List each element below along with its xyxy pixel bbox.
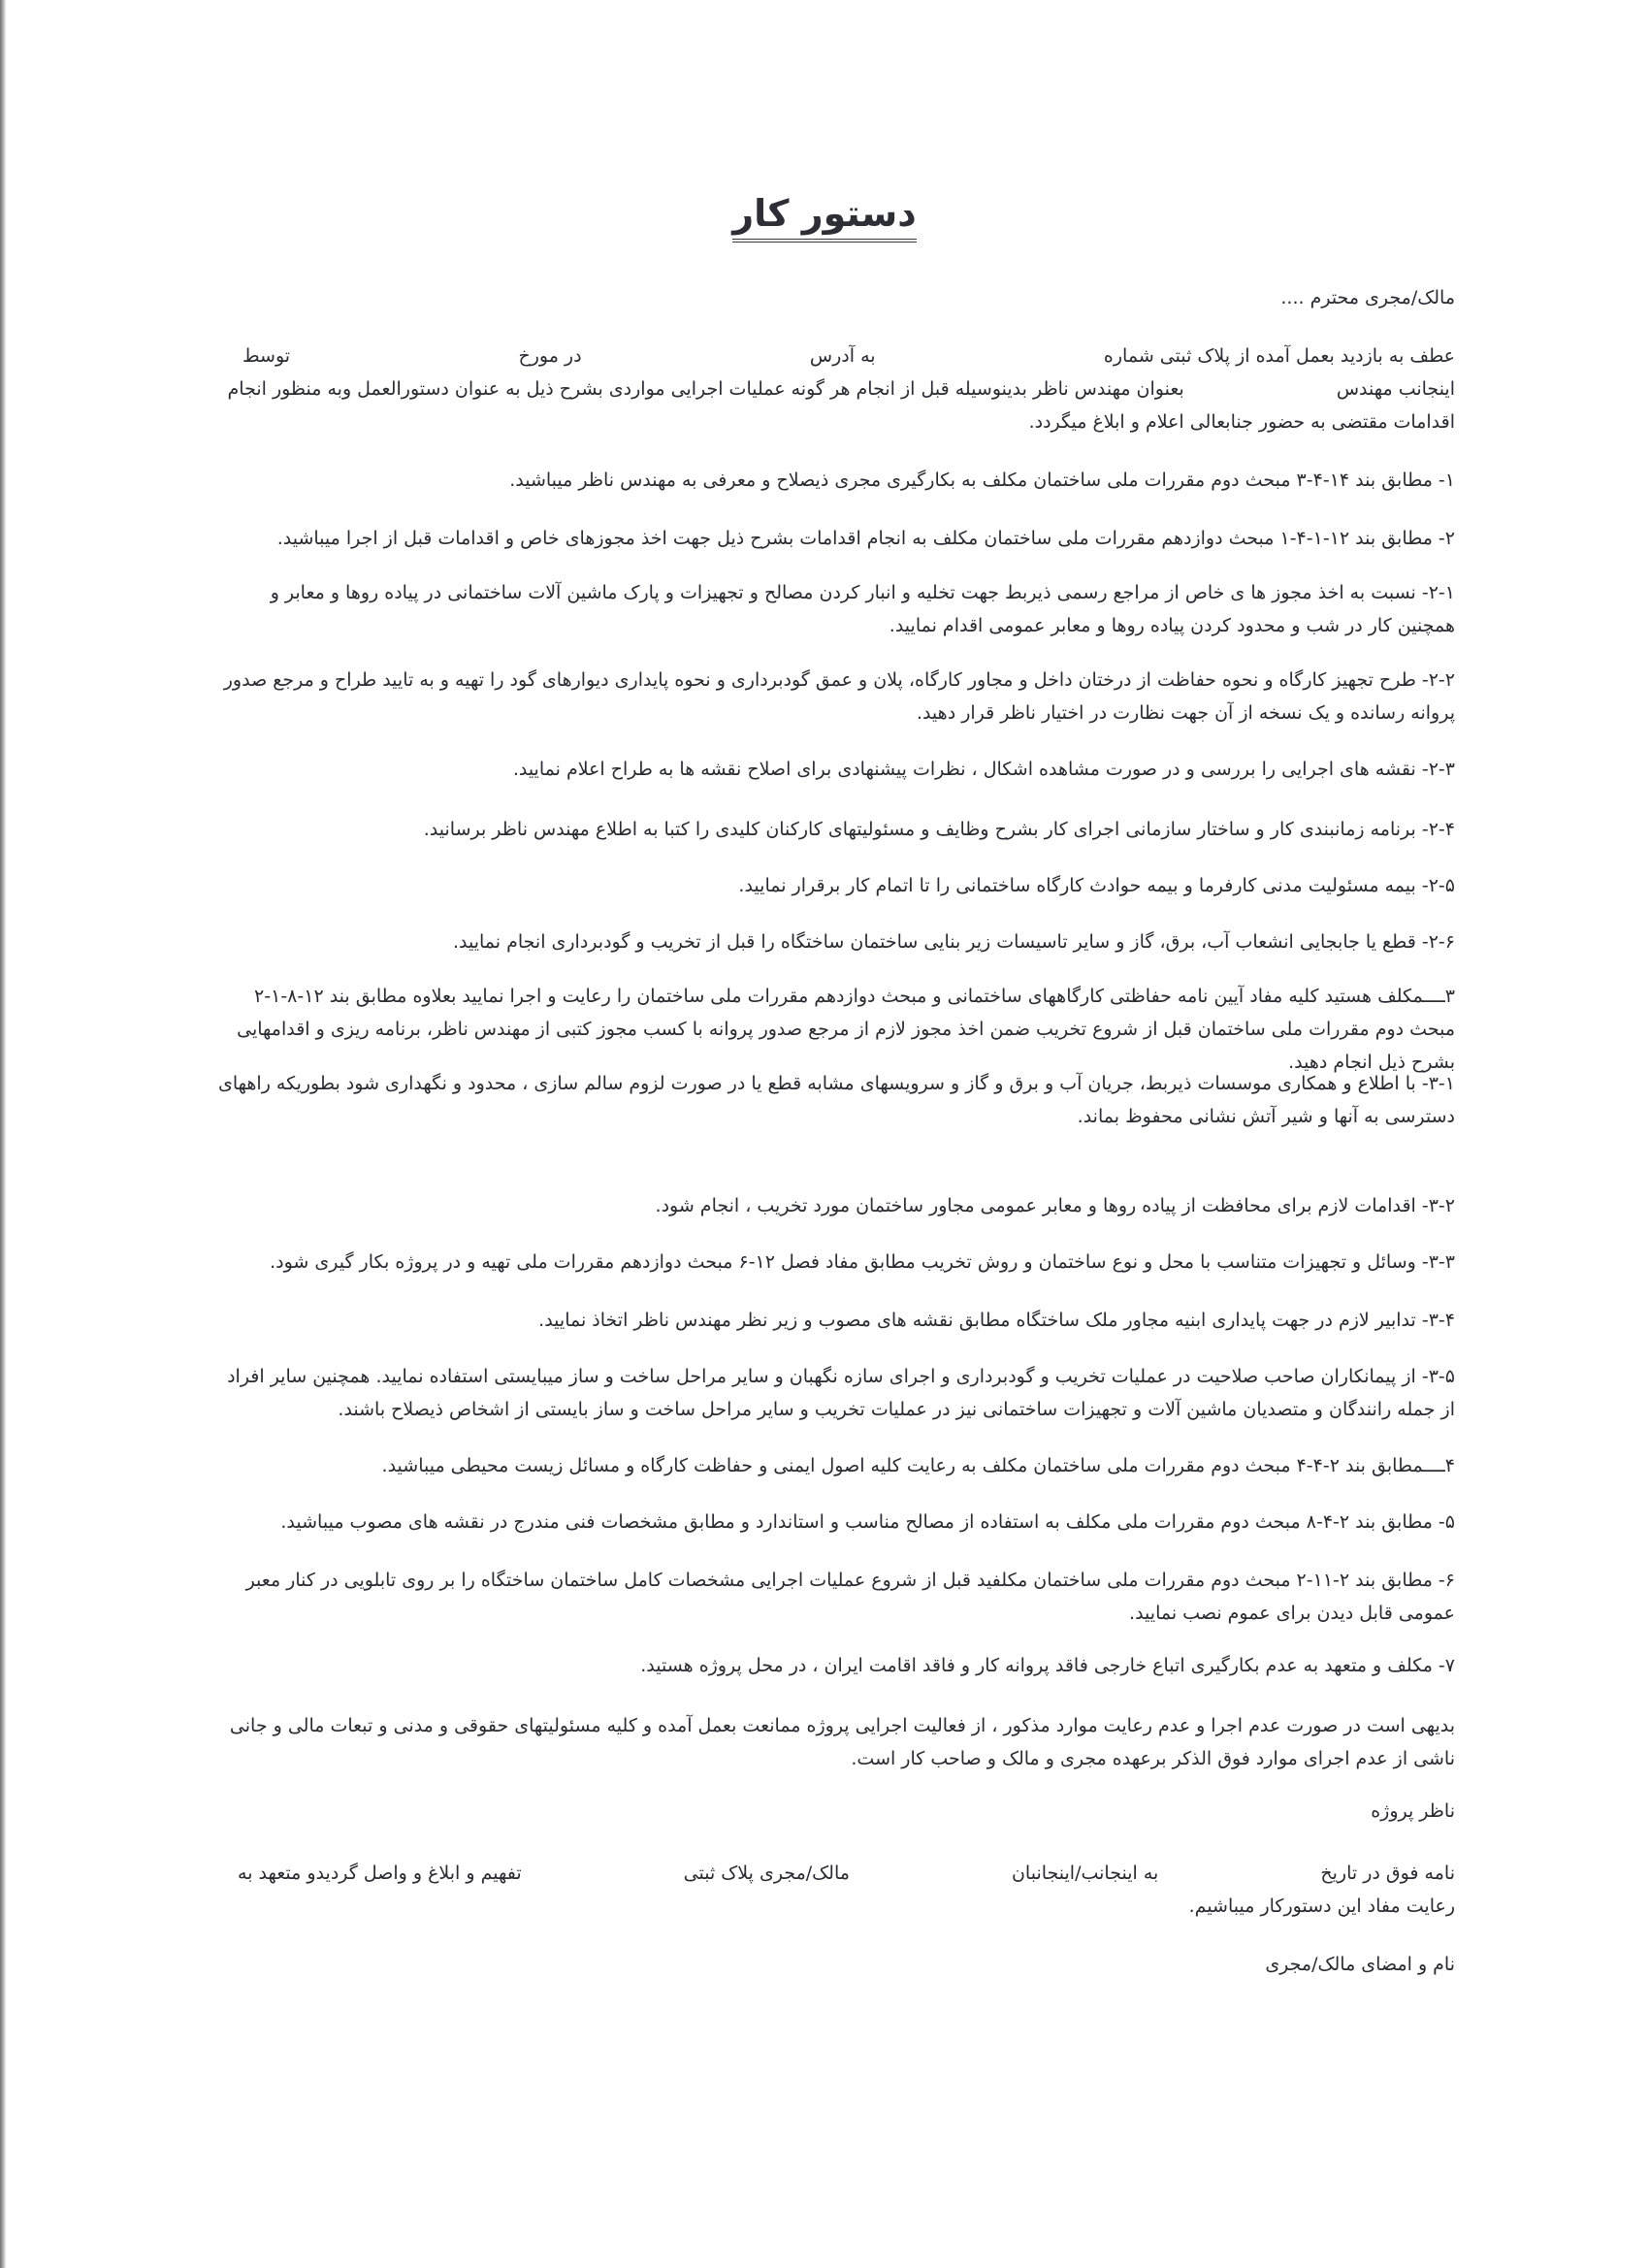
ack-plate-label: مالک/مجری پلاک ثبتی xyxy=(683,1863,850,1884)
item-text: ۲-۴- برنامه زمانبندی کار و ساختار سازمانی اجرای کار بشرح وظایف و مسئولیتهای کارکنان کلیدی را کتبا به اطلاع مهندس ناظر برسانید. xyxy=(423,819,1455,840)
item-text: ۳-۳- وسائل و تجهیزات متناسب با محل و نوع ساختمان و روش تخریب مطابق مفاد فصل ۱۲-۶ مبحث دوازدهم مقررات ملی تهیه و در پروژه بکار گیری شود. xyxy=(270,1251,1455,1273)
closing-paragraph xyxy=(213,1709,1455,1775)
ack-line-2: رعایت مفاد این دستورکار میباشیم. xyxy=(1188,1895,1455,1917)
item-text: ۲- مطابق بند ۱۲-۱-۴-۱ مبحث دوازدهم مقررات ملی ساختمان مکلف به انجام اقدامات بشرح ذیل جهت اخذ مجوزهای خاص و اقدامات قبل از اجرا میباشید. xyxy=(276,528,1455,549)
item-6 xyxy=(213,1564,1455,1630)
item-text: ۲-۵- بیمه مسئولیت مدنی کارفرما و بیمه حوادث کارگاه ساختمانی را تا اتمام کار برقرار نمایید. xyxy=(738,875,1455,896)
acknowledgement xyxy=(213,1857,1455,1923)
item-text: ۴ــــمطابق بند ۲-۴-۴ مبحث دوم مقررات ملی ساختمان مکلف به رعایت کلیه اصول ایمنی و حفاظت کارگاه و مسائل زیست محیطی میباشید. xyxy=(381,1455,1455,1476)
item-text: ۳-۲- اقدامات لازم برای محافظت از پیاده روها و معابر عمومی مجاور ساختمان مورد تخریب ، انجام شود. xyxy=(655,1195,1455,1216)
item-1 xyxy=(213,464,1455,497)
item-text: ۲-۱- نسبت به اخذ مجوز ها ی خاص از مراجع رسمی ذیربط جهت تخلیه و انبار کردن مصالح و تجهیزات و پارک ماشین آلات ساختمانی در پیاده روها و معابر و همچنین کار در شب و محدود کردن پیاده روها و معابر عمومی اقدام نمایید. xyxy=(270,582,1455,636)
item-3-3 xyxy=(213,1246,1455,1279)
item-text: ۷- مکلف و متعهد به عدم بکارگیری اتباع خارجی فاقد پروانه کار و فاقد اقامت ایران ، در محل پروژه هستید. xyxy=(640,1655,1455,1676)
item-2-4 xyxy=(213,813,1455,846)
ack-commitment-label: تفهیم و ابلاغ و واصل گردیدو متعهد به xyxy=(238,1863,522,1884)
salutation-text: مالک/مجری محترم .... xyxy=(1280,287,1455,308)
item-2-2 xyxy=(213,664,1455,729)
item-2-5 xyxy=(213,869,1455,902)
item-3-4 xyxy=(213,1304,1455,1337)
intro-address-label: به آدرس xyxy=(809,345,876,367)
intro-by-label: توسط xyxy=(242,345,291,367)
intro-plate-label: عطف به بازدید بعمل آمده از پلاک ثبتی شماره xyxy=(1103,345,1455,367)
intro-line-3: اقدامات مقتضی به حضور جنابعالی اعلام و ابلاغ میگردد. xyxy=(1028,411,1455,433)
item-text: ۳-۱- با اطلاع و همکاری موسسات ذیربط، جریان آب و برق و گاز و سرویسهای مشابه قطع یا در صورت لزوم سالم سازی ، محدود و نگهداری شود بطوریکه راههای دسترسی به آنها و شیر آتش نشانی محفوظ بماند. xyxy=(217,1073,1455,1127)
title-wrap xyxy=(0,192,1649,243)
item-4 xyxy=(213,1449,1455,1482)
item-text: ۲-۳- نقشه های اجرایی را بررسی و در صورت مشاهده اشکال ، نظرات پیشنهادی برای اصلاح نقشه ها به طراح اعلام نمایید. xyxy=(512,759,1455,780)
item-2 xyxy=(213,522,1455,555)
item-text: ۱- مطابق بند ۱۴-۴-۳ مبحث دوم مقررات ملی ساختمان مکلف به بکارگیری مجری ذیصلاح و معرفی به مهندس ناظر میباشید. xyxy=(509,470,1455,491)
item-text: ۳ــــمکلف هستید کلیه مفاد آیین نامه حفاظتی کارگاههای ساختمانی و مبحث دوازدهم مقررات ملی ساختمان را رعایت و اجرا نمایید بعلاوه مطابق بند ۱۲-۸-۱-۲ مبحث دوم مقررات ملی ساختمان قبل از شروع تخریب ضمن اخذ مجوز لازم از مرجع صدور پروانه با کسب مجوز کتبی از مهندس ناظر، برنامه ریزی و اقدامهایی بشرح ذیل انجام دهید. xyxy=(237,986,1455,1073)
owner-signature xyxy=(213,1948,1455,1981)
item-3-1 xyxy=(213,1067,1455,1133)
item-3-5 xyxy=(213,1360,1455,1426)
ack-recipient-label: به اینجانب/اینجانبان xyxy=(1011,1863,1159,1884)
ack-line-1 xyxy=(238,1857,1455,1890)
item-2-6 xyxy=(213,925,1455,958)
intro-line-1 xyxy=(213,340,1455,373)
intro-paragraph xyxy=(213,340,1455,438)
item-2-1 xyxy=(213,576,1455,642)
item-5 xyxy=(213,1506,1455,1539)
item-2-3 xyxy=(213,753,1455,786)
intro-date-label: در مورخ xyxy=(518,345,582,367)
item-text: ۲-۲- طرح تجهیز کارگاه و نحوه حفاظت از درختان داخل و مجاور کارگاه، پلان و عمق گودبرداری و نحوه پایداری دیوارهای گود را تهیه و به تایید طراح و مرجع صدور پروانه رسانده و یک نسخه از آن جهت نظارت در اختیار ناظر قرار دهید. xyxy=(223,669,1455,724)
supervisor-label: ناظر پروژه xyxy=(1371,1800,1455,1822)
salutation xyxy=(213,281,1455,314)
signature-label: نام و امضای مالک/مجری xyxy=(1265,1954,1455,1975)
item-3-2 xyxy=(213,1189,1455,1222)
item-3 xyxy=(213,980,1455,1079)
item-text: ۳-۴- تدابیر لازم در جهت پایداری ابنیه مجاور ملک ساختگاه مطابق نقشه های مصوب و زیر نظر مهندس ناظر اتخاذ نمایید. xyxy=(538,1310,1455,1331)
ack-date-label: نامه فوق در تاریخ xyxy=(1320,1863,1455,1884)
intro-line-2: اینجانب مهندس بعنوان مهندس ناظر بدینوسیله قبل از انجام هر گونه عملیات اجرایی مواردی بشرح ذیل به عنوان دستورالعمل وبه منظور انجام xyxy=(227,378,1455,400)
closing-text: بدیهی است در صورت عدم اجرا و عدم رعایت موارد مذکور ، از فعالیت اجرایی پروژه ممانعت بعمل آمده و کلیه مسئولیتهای حقوقی و مدنی و تبعات مالی و جانی ناشی از عدم اجرای موارد فوق الذکر برعهده مجری و مالک و صاحب کار است. xyxy=(229,1715,1455,1769)
supervisor-signature xyxy=(213,1795,1455,1828)
document-title: دستور کار xyxy=(732,192,917,243)
item-text: ۳-۵- از پیمانکاران صاحب صلاحیت در عملیات تخریب و گودبرداری و اجرای سازه نگهبان و سایر مراحل ساخت و ساز میبایستی استفاده نمایید. همچنین سایر افراد از جمله رانندگان و متصدیان ماشین آلات و تجهیزات ساختمانی نیز در عملیات تخریب و سایر مراحل ساخت و ساز بایستی از اشخاص ذیصلاح باشند. xyxy=(227,1366,1455,1420)
item-text: ۵- مطابق بند ۲-۴-۸ مبحث دوم مقررات ملی مکلف به استفاده از مصالح مناسب و استاندارد و مطابق مشخصات فنی مندرج در نقشه های مصوب میباشید. xyxy=(280,1511,1455,1533)
item-text: ۶- مطابق بند ۲-۱۱-۲ مبحث دوم مقررات ملی ساختمان مکلفید قبل از شروع عملیات اجرایی مشخصات کامل ساختمان ساختگاه را بر روی تابلویی در کنار معبر عمومی قابل دیدن برای عموم نصب نمایید. xyxy=(245,1570,1455,1624)
item-text: ۲-۶- قطع یا جابجایی انشعاب آب، برق، گاز و سایر تاسیسات زیر بنایی ساختمان ساختگاه را قبل از تخریب و گودبرداری انجام نمایید. xyxy=(452,931,1455,953)
item-7 xyxy=(213,1649,1455,1682)
